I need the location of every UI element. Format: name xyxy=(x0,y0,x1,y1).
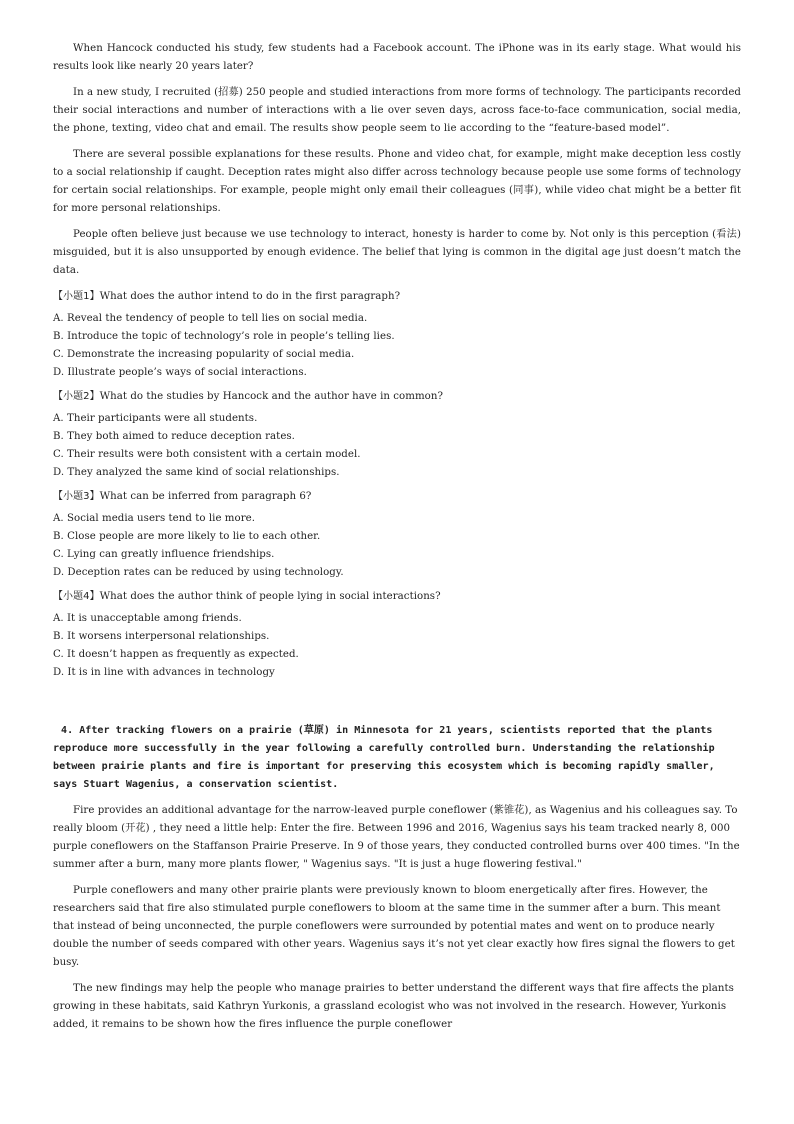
question-tag: 【小题2】 xyxy=(53,391,100,402)
question-tag: 【小题1】 xyxy=(53,291,100,302)
option-list xyxy=(53,310,741,382)
passage2-heading: 4. After tracking flowers on a prairie (草原) in Minnesota for 21 years, scientists reported that the plants reproduce more successfully in the year following a carefully controlled burn. Understanding the relationship between prairie plants and fire is important for preserving this ecosystem which is becoming rapidly smaller, says Stuart Wagenius, a conservation scientist. xyxy=(53,725,715,790)
option-list xyxy=(53,510,741,582)
option-b: B. They both aimed to reduce deception rates. xyxy=(53,431,295,442)
option-a: A. Reveal the tendency of people to tell lies on social media. xyxy=(53,313,368,324)
option-list xyxy=(53,410,741,482)
document-page xyxy=(53,40,741,1042)
question-text: What can be inferred from paragraph 6? xyxy=(99,491,312,502)
option-a: A. Their participants were all students. xyxy=(53,413,258,424)
option-d: D. They analyzed the same kind of social relationships. xyxy=(53,467,340,478)
passage1-paragraph-1: When Hancock conducted his study, few students had a Facebook account. The iPhone was in its early stage. What would his results look like nearly 20 years later? xyxy=(53,43,741,72)
option-a: A. Social media users tend to lie more. xyxy=(53,513,255,524)
passage1-paragraph-2: In a new study, I recruited (招募) 250 people and studied interactions from more forms of technology. The participants recorded their social interactions and number of interactions with a lie over seven days, across face-to-face communication, social media, the phone, texting, video chat and email. The results show people seem to lie according to the “feature-based model”. xyxy=(53,87,741,134)
question-3 xyxy=(53,488,741,582)
option-d: D. It is in line with advances in technology xyxy=(53,667,275,678)
passage2-paragraph-2: Purple coneflowers and many other prairie plants were previously known to bloom energetically after fires. However, the researchers said that fire also stimulated purple coneflowers to bloom at the same time in the summer after a burn. This meant that instead of being unconnected, the purple coneflowers were surrounded by potential mates and went on to produce nearly double the number of seeds compared with other years. Wagenius says it’s not yet clear exactly how fires signal the flowers to get busy. xyxy=(53,885,735,968)
option-b: B. Close people are more likely to lie to each other. xyxy=(53,531,321,542)
question-text: What does the author intend to do in the first paragraph? xyxy=(99,291,401,302)
question-tag: 【小题3】 xyxy=(53,491,100,502)
question-4 xyxy=(53,588,741,682)
passage1-paragraph-3: There are several possible explanations for these results. Phone and video chat, for example, might make deception less costly to a social relationship if caught. Deception rates might also differ across technology because people use some forms of technology for certain social relationships. For example, people might only email their colleagues (同事), while video chat might be a better fit for more personal relationships. xyxy=(53,149,741,214)
question-text: What do the studies by Hancock and the author have in common? xyxy=(99,391,443,402)
option-b: B. It worsens interpersonal relationships. xyxy=(53,631,270,642)
option-c: C. Their results were both consistent with a certain model. xyxy=(53,449,361,460)
option-list xyxy=(53,610,741,682)
question-tag: 【小题4】 xyxy=(53,591,100,602)
option-c: C. It doesn’t happen as frequently as expected. xyxy=(53,649,299,660)
option-a: A. It is unacceptable among friends. xyxy=(53,613,242,624)
passage1-paragraph-4: People often believe just because we use technology to interact, honesty is harder to come by. Not only is this perception (看法) misguided, but it is also unsupported by enough evidence. The belief that lying is common in the digital age just doesn’t match the data. xyxy=(53,229,741,276)
option-c: C. Demonstrate the increasing popularity of social media. xyxy=(53,349,355,360)
option-d: D. Illustrate people’s ways of social interactions. xyxy=(53,367,307,378)
option-b: B. Introduce the topic of technology’s role in people’s telling lies. xyxy=(53,331,395,342)
option-c: C. Lying can greatly influence friendships. xyxy=(53,549,275,560)
question-2 xyxy=(53,388,741,482)
passage2-paragraph-3: The new findings may help the people who manage prairies to better understand the different ways that fire affects the plants growing in these habitats, said Kathryn Yurkonis, a grassland ecologist who was not involved in the research. However, Yurkonis added, it remains to be shown how the fires influence the purple coneflower xyxy=(53,983,734,1030)
question-text: What does the author think of people lying in social interactions? xyxy=(99,591,441,602)
question-1 xyxy=(53,288,741,382)
option-d: D. Deception rates can be reduced by using technology. xyxy=(53,567,344,578)
passage2-paragraph-1: Fire provides an additional advantage for the narrow-leaved purple coneflower (紫锥花), as Wagenius and his colleagues say. To really bloom (开花) , they need a little help: Enter the fire. Between 1996 and 2016, Wagenius says his team tracked nearly 8, 000 purple coneflowers on the Staffanson Prairie Preserve. In 9 of those years, they conducted controlled burns over 400 times. "In the summer after a burn, many more plants flower, " Wagenius says. "It is just a huge flowering festival." xyxy=(53,805,740,870)
